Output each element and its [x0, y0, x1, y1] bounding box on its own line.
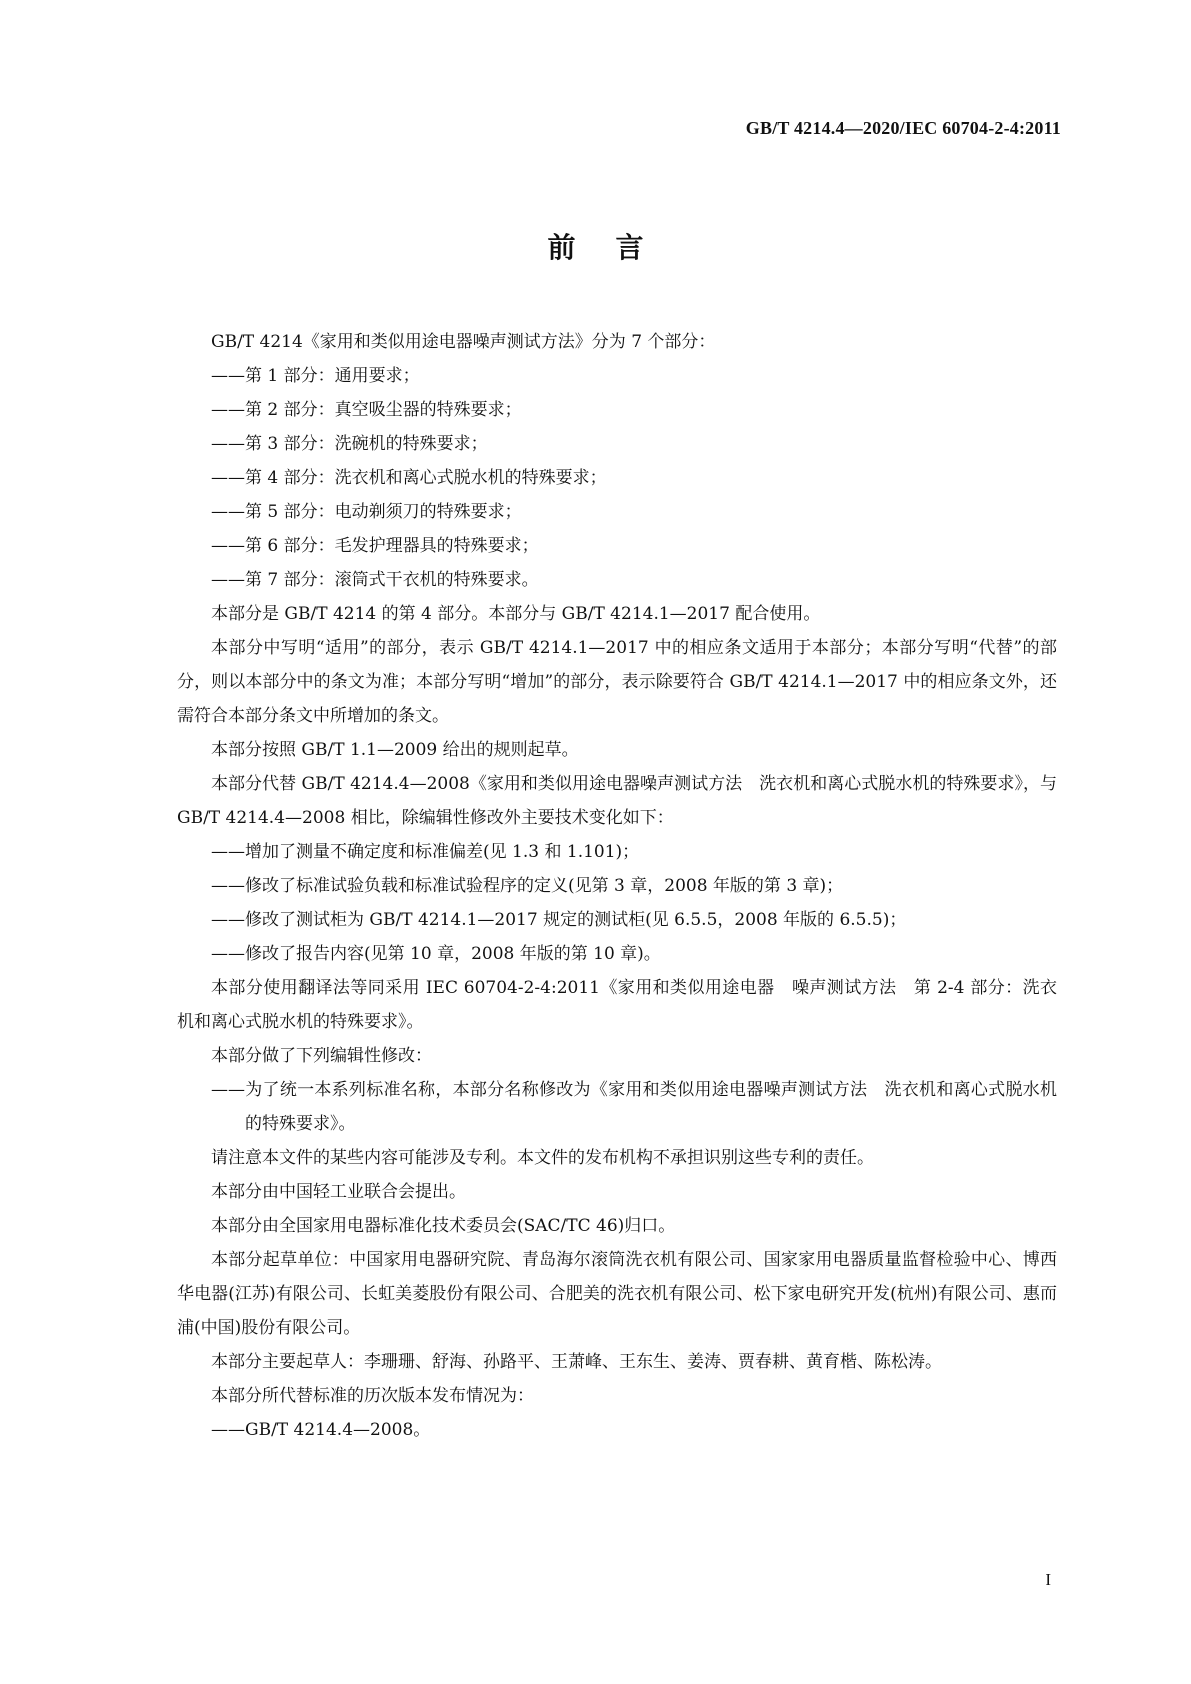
page-title: 前言: [547, 231, 684, 264]
list-item-part-1: ——第 1 部分：通用要求；: [211, 366, 420, 386]
list-item-editorial-1: ——为了统一本系列标准名称，本部分名称修改为《家用和类似用途电器噪声测试方法 洗衣机和离心式脱水机的特殊要求》。: [211, 1080, 1057, 1134]
paragraph-drafting-units: 本部分起草单位：中国家用电器研究院、青岛海尔滚筒洗衣机有限公司、国家家用电器质量监督检验中心、博西华电器(江苏)有限公司、长虹美菱股份有限公司、合肥美的洗衣机有限公司、松下家电研究开发(杭州)有限公司、惠而浦(中国)股份有限公司。: [177, 1250, 1057, 1338]
paragraph-drafting-rules: 本部分按照 GB/T 1.1—2009 给出的规则起草。: [211, 740, 579, 760]
paragraph-previous-editions: 本部分所代替标准的历次版本发布情况为：: [211, 1386, 534, 1406]
paragraph-applicability: 本部分中写明“适用”的部分，表示 GB/T 4214.1—2017 中的相应条文适用于本部分；本部分写明“代替”的部分，则以本部分中的条文为准；本部分写明“增加”的部分，表示除要符合 GB/T 4214.1—2017 中的相应条文外，还需符合本部分条文中所增加的条文。: [177, 638, 1057, 726]
list-item-part-2: ——第 2 部分：真空吸尘器的特殊要求；: [211, 400, 522, 420]
paragraph-administration: 本部分由全国家用电器标准化技术委员会(SAC/TC 46)归口。: [211, 1216, 676, 1236]
list-item-part-6: ——第 6 部分：毛发护理器具的特殊要求；: [211, 536, 539, 556]
document-body: [177, 325, 1057, 1447]
list-item-part-4: ——第 4 部分：洗衣机和离心式脱水机的特殊要求；: [211, 468, 607, 488]
list-item-change-2: ——修改了标准试验负载和标准试验程序的定义(见第 3 章，2008 年版的第 3 章)；: [211, 876, 844, 896]
list-item-change-1: ——增加了测量不确定度和标准偏差(见 1.3 和 1.101)；: [211, 842, 640, 862]
list-item-change-3: ——修改了测试柜为 GB/T 4214.1—2017 规定的测试柜(见 6.5.5，2008 年版的 6.5.5)；: [211, 910, 907, 930]
paragraph-part-relation: 本部分是 GB/T 4214 的第 4 部分。本部分与 GB/T 4214.1—2017 配合使用。: [211, 604, 821, 624]
list-item-part-5: ——第 5 部分：电动剃须刀的特殊要求；: [211, 502, 522, 522]
list-item-change-4: ——修改了报告内容(见第 10 章，2008 年版的第 10 章)。: [211, 944, 661, 964]
list-item-previous-edition: ——GB/T 4214.4—2008。: [211, 1420, 431, 1440]
list-item-part-7: ——第 7 部分：滚筒式干衣机的特殊要求。: [211, 570, 539, 590]
list-item-part-3: ——第 3 部分：洗碗机的特殊要求；: [211, 434, 488, 454]
page-number: I: [1045, 1570, 1051, 1589]
intro-parts-paragraph: GB/T 4214《家用和类似用途电器噪声测试方法》分为 7 个部分：: [211, 332, 716, 352]
paragraph-replacement: 本部分代替 GB/T 4214.4—2008《家用和类似用途电器噪声测试方法 洗衣机和离心式脱水机的特殊要求》，与 GB/T 4214.4—2008 相比，除编辑性修改外主要技术变化如下：: [177, 774, 1057, 828]
paragraph-iec-adoption: 本部分使用翻译法等同采用 IEC 60704-2-4:2011《家用和类似用途电器 噪声测试方法 第 2-4 部分：洗衣机和离心式脱水机的特殊要求》。: [177, 978, 1057, 1032]
paragraph-patent-notice: 请注意本文件的某些内容可能涉及专利。本文件的发布机构不承担识别这些专利的责任。: [211, 1148, 874, 1168]
standard-code-header: GB/T 4214.4—2020/IEC 60704-2-4:2011: [745, 118, 1061, 138]
paragraph-editorial-changes: 本部分做了下列编辑性修改：: [211, 1046, 432, 1066]
paragraph-drafters: 本部分主要起草人：李珊珊、舒海、孙路平、王萧峰、王东生、姜涛、贾春耕、黄育楷、陈松涛。: [211, 1352, 942, 1372]
paragraph-proposer: 本部分由中国轻工业联合会提出。: [211, 1182, 466, 1202]
